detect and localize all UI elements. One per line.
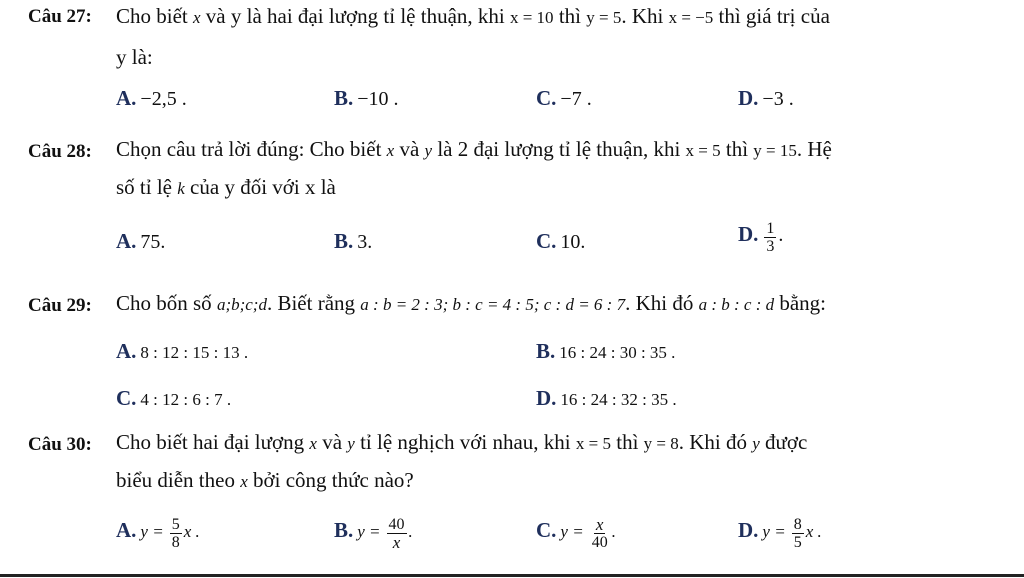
option-a[interactable] bbox=[116, 86, 187, 111]
option-a[interactable] bbox=[116, 339, 248, 364]
fraction-denominator: 3 bbox=[766, 238, 775, 255]
option-text: −3 . bbox=[762, 88, 794, 110]
option-d[interactable] bbox=[738, 220, 783, 255]
text: và bbox=[399, 137, 420, 161]
text: . Khi đó bbox=[625, 291, 694, 315]
option-text: 10. bbox=[560, 231, 586, 253]
option-text: 4 : 12 : 6 : 7 . bbox=[140, 390, 232, 409]
question-text-line bbox=[116, 4, 830, 29]
text: biểu diễn theo bbox=[116, 468, 235, 492]
text: . Khi bbox=[621, 4, 664, 28]
math-expr: a : b = 2 : 3; b : c = 4 : 5; c : d = 6 : 7 bbox=[360, 295, 626, 314]
option-letter: A. bbox=[116, 518, 137, 543]
option-letter: D. bbox=[738, 518, 759, 543]
formula-lhs: y = bbox=[560, 522, 584, 542]
question-label: Câu 28: bbox=[28, 141, 92, 162]
math-expr: x = 10 bbox=[509, 8, 554, 27]
option-c[interactable] bbox=[116, 386, 231, 411]
fraction bbox=[590, 516, 610, 551]
text: thì bbox=[558, 4, 581, 28]
option-text: −2,5 . bbox=[140, 88, 187, 110]
option-d[interactable] bbox=[738, 86, 794, 111]
question-text-line bbox=[116, 468, 414, 493]
option-c[interactable] bbox=[536, 86, 592, 111]
fraction bbox=[387, 516, 407, 551]
fraction-numerator: x bbox=[595, 515, 604, 534]
formula-tail: . bbox=[611, 522, 616, 542]
option-letter: D. bbox=[738, 86, 759, 110]
math-expr: y = 8 bbox=[643, 434, 679, 453]
option-text: −10 . bbox=[357, 88, 399, 110]
option-letter: B. bbox=[334, 229, 354, 253]
text: thì giá trị của bbox=[718, 4, 830, 28]
text: thì bbox=[616, 430, 639, 454]
option-text: 16 : 24 : 30 : 35 . bbox=[559, 343, 676, 362]
option-letter: B. bbox=[334, 86, 354, 110]
math-expr: x = −5 bbox=[668, 8, 714, 27]
math-expr: y = 15 bbox=[753, 141, 797, 160]
fraction-denominator: 5 bbox=[793, 534, 802, 551]
text: là 2 đại lượng tỉ lệ thuận, khi bbox=[437, 137, 681, 161]
question-label: Câu 30: bbox=[28, 434, 92, 455]
math-expr: a;b;c;d bbox=[216, 295, 267, 314]
math-var: y bbox=[347, 434, 355, 453]
math-expr: x = 5 bbox=[575, 434, 611, 453]
option-letter: D. bbox=[738, 222, 759, 247]
math-var: x bbox=[309, 434, 317, 453]
question-text-line bbox=[116, 175, 336, 200]
text: và bbox=[322, 430, 343, 454]
text: Cho biết bbox=[116, 4, 188, 28]
option-letter: D. bbox=[536, 386, 557, 410]
option-letter: A. bbox=[116, 86, 137, 110]
bottom-divider bbox=[0, 574, 1024, 577]
text: số tỉ lệ bbox=[116, 175, 172, 199]
option-b[interactable] bbox=[536, 339, 675, 364]
formula-tail: x . bbox=[805, 522, 822, 542]
text: bằng: bbox=[779, 291, 827, 315]
formula-lhs: y = bbox=[357, 522, 381, 542]
math-expr: x = 5 bbox=[685, 141, 721, 160]
option-letter: B. bbox=[536, 339, 556, 363]
option-text: . bbox=[778, 224, 784, 247]
option-d[interactable] bbox=[536, 386, 677, 411]
option-text: −7 . bbox=[560, 88, 592, 110]
option-text: 75. bbox=[140, 231, 166, 253]
formula-lhs: y = bbox=[140, 522, 164, 542]
text: . Biết rằng bbox=[266, 291, 356, 315]
fraction-denominator: 40 bbox=[591, 534, 608, 551]
math-var: k bbox=[177, 179, 185, 198]
option-d[interactable] bbox=[738, 516, 822, 551]
text: . Hệ bbox=[796, 137, 832, 161]
formula-lhs: y = bbox=[762, 522, 786, 542]
math-var: x bbox=[240, 472, 248, 491]
question-text-line bbox=[116, 291, 826, 316]
fraction bbox=[792, 516, 804, 551]
option-letter: C. bbox=[116, 386, 137, 410]
math-var: y bbox=[424, 141, 433, 160]
math-var: x bbox=[386, 141, 395, 160]
option-a[interactable] bbox=[116, 516, 200, 551]
math-expr: a : b : c : d bbox=[698, 295, 775, 314]
question-text-line: y là: bbox=[116, 45, 153, 69]
fraction-denominator: x bbox=[392, 533, 401, 552]
question-label: Câu 27: bbox=[28, 6, 92, 27]
option-text: 8 : 12 : 15 : 13 . bbox=[140, 343, 249, 362]
fraction-numerator: 8 bbox=[793, 516, 802, 533]
fraction-numerator: 5 bbox=[171, 516, 180, 533]
text: Cho biết hai đại lượng bbox=[116, 430, 305, 454]
question-label: Câu 29: bbox=[28, 295, 92, 316]
text: tỉ lệ nghịch với nhau, khi bbox=[360, 430, 571, 454]
fraction-numerator: 1 bbox=[766, 220, 775, 237]
option-c[interactable] bbox=[536, 229, 585, 254]
option-b[interactable] bbox=[334, 229, 372, 254]
text: Chọn câu trả lời đúng: Cho biết bbox=[116, 137, 382, 161]
option-letter: C. bbox=[536, 229, 557, 253]
option-letter: C. bbox=[536, 518, 557, 543]
fraction bbox=[170, 516, 182, 551]
text: . Khi đó bbox=[678, 430, 747, 454]
fraction-denominator: 8 bbox=[171, 534, 180, 551]
option-b[interactable] bbox=[334, 86, 399, 111]
fraction-numerator: 40 bbox=[388, 516, 405, 533]
text: thì bbox=[725, 137, 749, 161]
text: và y là hai đại lượng tỉ lệ thuận, khi bbox=[205, 4, 505, 28]
fraction bbox=[764, 220, 776, 255]
math-var: x bbox=[193, 8, 201, 27]
option-text: 16 : 24 : 32 : 35 . bbox=[560, 390, 677, 409]
option-c[interactable] bbox=[536, 516, 616, 551]
option-letter: A. bbox=[116, 339, 137, 363]
option-text: 3. bbox=[357, 231, 373, 253]
text: được bbox=[765, 430, 808, 454]
option-letter: B. bbox=[334, 518, 354, 543]
option-b[interactable] bbox=[334, 516, 413, 551]
text: của y đối với x là bbox=[190, 175, 336, 199]
question-text-line bbox=[116, 430, 807, 455]
formula-tail: . bbox=[408, 522, 413, 542]
text: Cho bốn số bbox=[116, 291, 212, 315]
option-a[interactable] bbox=[116, 229, 165, 254]
formula-tail: x . bbox=[183, 522, 200, 542]
option-letter: A. bbox=[116, 229, 137, 253]
question-text-line bbox=[116, 137, 832, 162]
option-letter: C. bbox=[536, 86, 557, 110]
math-expr: y = 5 bbox=[586, 8, 622, 27]
text: bởi công thức nào? bbox=[253, 468, 414, 492]
math-var: y bbox=[752, 434, 760, 453]
